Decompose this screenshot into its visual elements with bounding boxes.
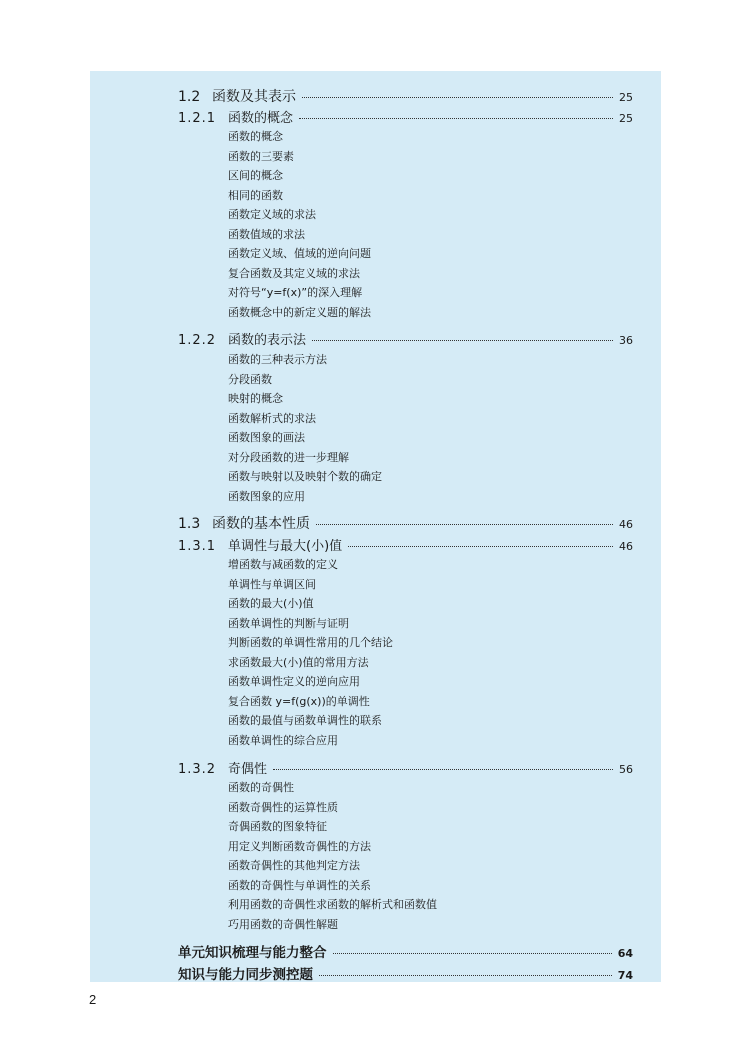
unit-title: 单元知识梳理与能力整合 [178,945,327,961]
dot-leader [319,975,612,976]
page-ref: 64 [617,947,633,960]
page-ref: 36 [619,334,633,347]
subsection-number: 1.3.1 [178,539,217,554]
dot-leader [299,118,613,119]
toc-item[interactable]: 函数定义域、值域的逆向问题 [228,247,371,260]
toc-entry-1-2-1[interactable] [178,107,633,126]
toc-item[interactable]: 函数图象的画法 [228,431,305,444]
section-title: 函数及其表示 [212,89,296,105]
page-ref: 46 [619,540,633,553]
subsection-title: 函数的概念 [228,111,294,126]
page-ref: 46 [619,518,633,531]
toc-item[interactable]: 对分段函数的进一步理解 [228,451,349,464]
toc-item[interactable]: 函数单调性的判断与证明 [228,617,349,630]
subsection-title: 函数的表示法 [228,333,307,348]
toc-item[interactable]: 增函数与减函数的定义 [228,558,338,571]
toc-item[interactable]: 分段函数 [228,373,272,386]
toc-item[interactable]: 函数的最大(小)值 [228,597,314,610]
page-ref: 56 [619,763,633,776]
toc-item[interactable]: 判断函数的单调性常用的几个结论 [228,636,393,649]
toc-item[interactable]: 函数概念中的新定义题的解法 [228,306,371,319]
page-ref: 25 [619,112,633,125]
toc-item[interactable]: 函数解析式的求法 [228,412,316,425]
toc-item[interactable]: 函数定义域的求法 [228,208,316,221]
toc-item[interactable]: 利用函数的奇偶性求函数的解析式和函数值 [228,898,437,911]
toc-item[interactable]: 函数的三种表示方法 [228,353,327,366]
toc-entry-1-3[interactable] [178,513,633,533]
toc-entry-1-3-2[interactable] [178,758,633,777]
subsection-number: 1.2.1 [178,111,217,126]
subsection-title: 单调性与最大(小)值 [228,539,343,554]
page-ref: 25 [619,91,633,104]
toc-item[interactable]: 相同的函数 [228,189,283,202]
toc-item[interactable]: 函数奇偶性的其他判定方法 [228,859,360,872]
toc-item[interactable]: 复合函数及其定义域的求法 [228,267,360,280]
toc-entry-unit-test[interactable] [178,963,633,983]
toc-item[interactable]: 用定义判断函数奇偶性的方法 [228,840,371,853]
toc-item[interactable]: 函数的最值与函数单调性的联系 [228,714,382,727]
toc-item[interactable]: 复合函数 y=f(g(x))的单调性 [228,695,370,708]
toc-item[interactable]: 函数奇偶性的运算性质 [228,801,338,814]
toc-item[interactable]: 奇偶函数的图象特征 [228,820,327,833]
subsection-number: 1.2.2 [178,333,217,348]
unit-title: 知识与能力同步测控题 [178,967,313,983]
section-number: 1.2 [178,89,201,105]
toc-item[interactable]: 函数的奇偶性与单调性的关系 [228,879,371,892]
toc-item[interactable]: 函数的奇偶性 [228,781,294,794]
section-number: 1.3 [178,516,201,532]
toc-item[interactable]: 映射的概念 [228,392,283,405]
toc-item[interactable]: 函数值域的求法 [228,228,305,241]
toc-item[interactable]: 对符号“y=f(x)”的深入理解 [228,286,363,299]
toc-item[interactable]: 函数单调性的综合应用 [228,734,338,747]
toc-item[interactable]: 单调性与单调区间 [228,578,316,591]
page-ref: 74 [617,969,633,982]
toc-item[interactable]: 函数的概念 [228,130,283,143]
toc-entry-1-3-1[interactable] [178,535,633,554]
subsection-number: 1.3.2 [178,762,217,777]
section-title: 函数的基本性质 [212,516,310,532]
toc-item[interactable]: 函数的三要素 [228,150,294,163]
dot-leader [273,769,613,770]
dot-leader [333,953,612,954]
toc-entry-1-2[interactable] [178,86,633,106]
dot-leader [312,340,613,341]
toc-item[interactable]: 函数单调性定义的逆向应用 [228,675,360,688]
toc-item[interactable]: 函数与映射以及映射个数的确定 [228,470,382,483]
page-number: 2 [89,992,97,1007]
toc-entry-1-2-2[interactable] [178,329,633,348]
toc-item[interactable]: 函数图象的应用 [228,490,305,503]
dot-leader [302,97,613,98]
toc-entry-unit-review[interactable] [178,941,633,961]
toc-item[interactable]: 巧用函数的奇偶性解题 [228,918,338,931]
dot-leader [348,546,613,547]
toc-item[interactable]: 求函数最大(小)值的常用方法 [228,656,369,669]
dot-leader [316,524,613,525]
subsection-title: 奇偶性 [228,762,268,777]
toc-item[interactable]: 区间的概念 [228,169,283,182]
